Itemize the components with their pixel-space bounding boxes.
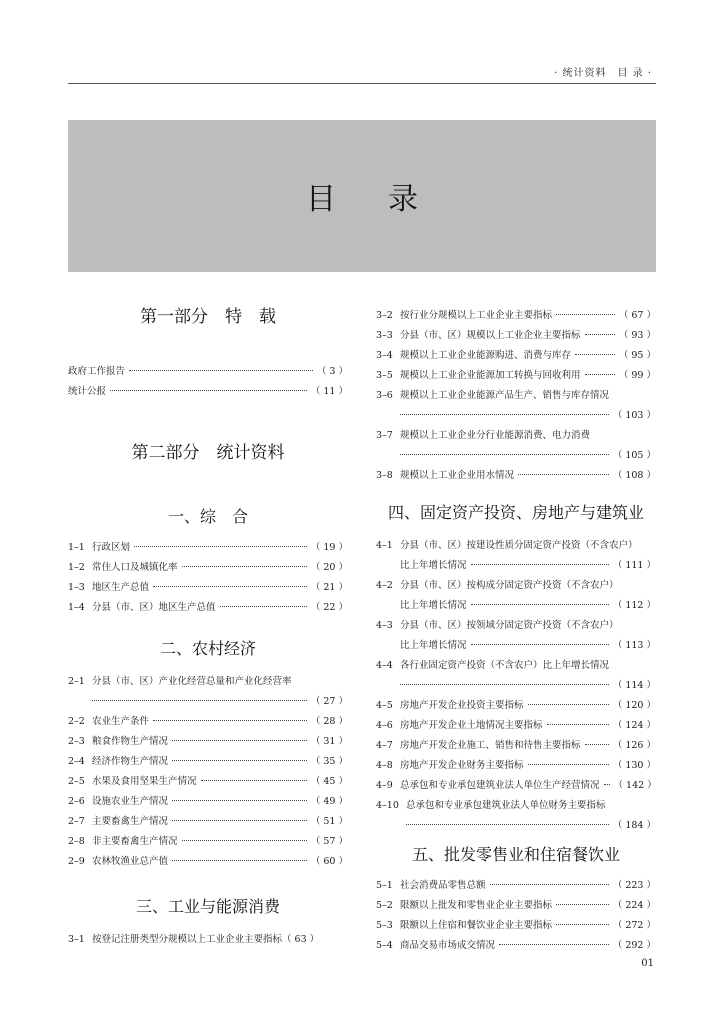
entry-page: （ 45 ） <box>310 776 348 787</box>
toc-entry[interactable] <box>376 736 656 756</box>
entry-text-line2: 比上年增长情况 <box>400 560 467 571</box>
leader-dots <box>556 904 609 905</box>
toc-entry[interactable] <box>376 366 656 386</box>
toc-entry[interactable] <box>68 598 348 618</box>
entry-page: （ 51 ） <box>310 816 348 827</box>
entry-text: 地区生产总值 <box>92 582 150 593</box>
toc-entry[interactable] <box>68 752 348 772</box>
entry-number: 5–3 <box>376 920 393 931</box>
entry-text: 主要畜禽生产情况 <box>92 816 169 827</box>
entry-number: 2–9 <box>68 856 85 867</box>
toc-entry-4-3[interactable] <box>376 616 656 636</box>
entry-number: 2–2 <box>68 716 85 727</box>
leader-dots <box>490 884 609 885</box>
toc-entry[interactable] <box>376 306 656 326</box>
entry-number: 3–6 <box>376 390 393 401</box>
toc-entry-4-2-cont[interactable] <box>376 596 656 616</box>
toc-entry[interactable] <box>68 852 348 872</box>
toc-entry[interactable] <box>376 896 656 916</box>
toc-entry[interactable] <box>68 558 348 578</box>
entry-text: 规模以上工业企业用水情况 <box>400 470 515 481</box>
toc-entry[interactable] <box>68 732 348 752</box>
entry-text: 分县（市、区）规模以上工业企业主要指标 <box>400 330 581 341</box>
entry-number: 4–4 <box>376 660 393 671</box>
entry-text: 分县（市、区）按领域分固定资产投资（不含农户） <box>400 620 619 631</box>
entry-text: 水果及食用坚果生产情况 <box>92 776 197 787</box>
entry-page: （ 184 ） <box>612 820 656 831</box>
entry-number: 1–3 <box>68 582 85 593</box>
leader-dots <box>172 800 307 801</box>
entry-text: 非主要畜禽生产情况 <box>92 836 178 847</box>
entry-text: 统计公报 <box>68 386 107 397</box>
entry-number: 4–10 <box>376 800 399 811</box>
section5-list <box>376 876 656 956</box>
toc-entry[interactable] <box>68 362 348 382</box>
entry-text: 分县（市、区）产业化经营总量和产业化经营率 <box>92 676 292 687</box>
section2-list <box>68 712 348 872</box>
entry-number: 4–5 <box>376 700 393 711</box>
toc-entry-2-1-cont[interactable] <box>68 692 348 712</box>
section-title-2: 二、农村经济 <box>159 639 256 658</box>
part1-list <box>68 362 348 402</box>
entry-text: 分县（市、区）按建设性质分固定资产投资（不含农户） <box>400 540 638 551</box>
entry-page: （ 20 ） <box>310 562 348 573</box>
toc-entry[interactable] <box>68 578 348 598</box>
part-title-2: 第二部分 统计资料 <box>131 443 285 463</box>
leader-dots <box>153 586 307 587</box>
entry-text: 房地产开发企业施工、销售和待售主要指标 <box>400 740 581 751</box>
entry-text: 房地产开发企业财务主要指标 <box>400 760 524 771</box>
entry-text: 分县（市、区）按构成分固定资产投资（不含农户） <box>400 580 619 591</box>
part-title-1: 第一部分 特 载 <box>140 307 276 327</box>
entry-text: 规模以上工业企业能源产品生产、销售与库存情况 <box>400 390 610 401</box>
leader-dots <box>153 720 307 721</box>
leader-dots <box>604 784 610 785</box>
toc-entry-2-1[interactable] <box>68 672 348 692</box>
entry-number: 2–5 <box>68 776 85 787</box>
entry-page: （ 114 ） <box>612 680 656 691</box>
entry-text: 商品交易市场成交情况 <box>400 940 496 951</box>
entry-number: 3–8 <box>376 470 393 481</box>
leader-dots <box>92 700 307 701</box>
toc-entry-3-7[interactable] <box>376 426 656 446</box>
entry-number: 5–2 <box>376 900 393 911</box>
entry-page: （ 272 ） <box>612 920 656 931</box>
entry-page: （ 111 ） <box>612 560 656 571</box>
entry-number: 3–5 <box>376 370 393 381</box>
entry-number: 2–3 <box>68 736 85 747</box>
entry-number: 2–7 <box>68 816 85 827</box>
leader-dots <box>471 564 609 565</box>
entry-number: 3–2 <box>376 310 393 321</box>
toc-entry-4-2[interactable] <box>376 576 656 596</box>
entry-text: 规模以上工业企业分行业能源消费、电力消费 <box>400 430 591 441</box>
entry-text: 粮食作物生产情况 <box>92 736 169 747</box>
entry-page: （ 28 ） <box>310 716 348 727</box>
leader-dots <box>182 566 307 567</box>
toc-entry-3-8[interactable] <box>376 466 656 486</box>
entry-text: 限额以上住宿和餐饮业企业主要指标 <box>400 920 553 931</box>
leader-dots <box>556 924 609 925</box>
entry-text: 社会消费品零售总额 <box>400 880 486 891</box>
entry-text: 分县（市、区）地区生产总值 <box>92 602 216 613</box>
entry-page: （ 60 ） <box>310 856 348 867</box>
entry-text: 总承包和专业承包建筑业法人单位生产经营情况 <box>400 780 600 791</box>
entry-page: （ 105 ） <box>612 450 656 461</box>
toc-entry[interactable] <box>68 772 348 792</box>
entry-text: 各行业固定资产投资（不含农户）比上年增长情况 <box>400 660 610 671</box>
entry-page: （ 27 ） <box>310 696 348 707</box>
entry-number: 2–8 <box>68 836 85 847</box>
leader-dots <box>547 724 609 725</box>
leader-dots <box>471 644 609 645</box>
leader-dots <box>400 684 609 685</box>
entry-page: （ 99 ） <box>618 370 656 381</box>
toc-entry[interactable] <box>376 776 656 796</box>
entry-number: 4–2 <box>376 580 393 591</box>
leader-dots <box>172 820 307 821</box>
section-title-1: 一、综 合 <box>167 507 248 526</box>
entry-number: 3–7 <box>376 430 393 441</box>
toc-left-column <box>68 302 348 950</box>
entry-text: 房地产开发企业土地情况主要指标 <box>400 720 543 731</box>
running-header: · 统计资料 目 录 · <box>554 68 652 79</box>
entry-number: 4–6 <box>376 720 393 731</box>
entry-text: 设施农业生产情况 <box>92 796 169 807</box>
entry-page: （ 35 ） <box>310 756 348 767</box>
entry-number: 2–1 <box>68 676 85 687</box>
entry-number: 5–4 <box>376 940 393 951</box>
toc-entry-4-10[interactable] <box>376 796 656 816</box>
leader-dots <box>182 840 307 841</box>
toc-entry[interactable] <box>376 756 656 776</box>
leader-dots <box>585 744 609 745</box>
entry-page: （ 112 ） <box>612 600 656 611</box>
section-title-4: 四、固定资产投资、房地产与建筑业 <box>387 503 644 522</box>
entry-page: （ 22 ） <box>310 602 348 613</box>
entry-number: 1–2 <box>68 562 85 573</box>
entry-page: （ 223 ） <box>612 880 656 891</box>
leader-dots <box>518 474 609 475</box>
toc-entry[interactable] <box>376 916 656 936</box>
leader-dots <box>585 374 615 375</box>
entry-page: （ 31 ） <box>310 736 348 747</box>
leader-dots <box>172 760 307 761</box>
entry-text-line2: 比上年增长情况 <box>400 600 467 611</box>
toc-entry-3-7-cont[interactable] <box>376 446 656 466</box>
entry-text: 行政区划 <box>92 542 131 553</box>
leader-dots <box>400 414 609 415</box>
entry-number: 3–4 <box>376 350 393 361</box>
leader-dots <box>172 860 307 861</box>
leader-dots <box>406 824 609 825</box>
toc-right-column <box>376 306 656 956</box>
section1-list <box>68 538 348 618</box>
toc-entry[interactable] <box>376 696 656 716</box>
leader-dots <box>528 764 609 765</box>
entry-number: 1–4 <box>68 602 85 613</box>
section3-list <box>376 306 656 386</box>
toc-entry-4-1[interactable] <box>376 536 656 556</box>
leader-dots <box>528 704 609 705</box>
header-rule <box>68 83 656 84</box>
leader-dots <box>201 780 307 781</box>
entry-number: 4–3 <box>376 620 393 631</box>
entry-text: 经济作物生产情况 <box>92 756 169 767</box>
toc-entry[interactable] <box>68 812 348 832</box>
entry-number: 2–6 <box>68 796 85 807</box>
leader-dots <box>220 606 307 607</box>
entry-text: 规模以上工业企业能源购进、消费与库存 <box>400 350 572 361</box>
toc-entry[interactable] <box>68 382 348 402</box>
leader-dots <box>499 944 609 945</box>
leader-dots <box>110 390 307 391</box>
entry-page: （ 130 ） <box>612 760 656 771</box>
entry-page: （ 113 ） <box>612 640 656 651</box>
entry-text: 限额以上批发和零售业企业主要指标 <box>400 900 553 911</box>
entry-number: 2–4 <box>68 756 85 767</box>
toc-entry[interactable] <box>376 716 656 736</box>
entry-number: 4–7 <box>376 740 393 751</box>
entry-page: （ 67 ） <box>618 310 656 321</box>
toc-entry[interactable] <box>376 936 656 956</box>
section-title-3: 三、工业与能源消费 <box>135 897 280 916</box>
entry-page: （ 292 ） <box>612 940 656 951</box>
entry-number: 3–3 <box>376 330 393 341</box>
entry-text: 农业生产条件 <box>92 716 150 727</box>
toc-entry-3-6[interactable] <box>376 386 656 406</box>
entry-text: 政府工作报告 <box>68 366 126 377</box>
entry-number: 3–1 <box>68 934 85 945</box>
entry-page: （ 108 ） <box>612 470 656 481</box>
page-title: 目录 <box>306 182 470 217</box>
leader-dots <box>585 334 615 335</box>
toc-entry-4-3-cont[interactable] <box>376 636 656 656</box>
entry-page: （ 49 ） <box>310 796 348 807</box>
toc-entry[interactable] <box>68 832 348 852</box>
toc-entry-4-4[interactable] <box>376 656 656 676</box>
toc-entry-4-1-cont[interactable] <box>376 556 656 576</box>
leader-dots <box>129 370 313 371</box>
toc-entry-3-1[interactable] <box>68 930 348 950</box>
toc-entry-4-4-cont[interactable] <box>376 676 656 696</box>
entry-page: （ 19 ） <box>310 542 348 553</box>
leader-dots <box>134 546 307 547</box>
entry-page: （ 124 ） <box>612 720 656 731</box>
section-title-5: 五、批发零售业和住宿餐饮业 <box>411 845 620 864</box>
entry-text: 按行业分规模以上工业企业主要指标 <box>400 310 553 321</box>
leader-dots <box>575 354 615 355</box>
section4-list <box>376 696 656 796</box>
entry-text: 总承包和专业承包建筑业法人单位财务主要指标 <box>406 800 606 811</box>
leader-dots <box>471 604 609 605</box>
entry-text: 按登记注册类型分规模以上工业企业主要指标 <box>92 934 283 945</box>
entry-text: 规模以上工业企业能源加工转换与回收利用 <box>400 370 581 381</box>
leader-dots <box>172 740 307 741</box>
entry-text: 房地产开发企业投资主要指标 <box>400 700 524 711</box>
toc-entry[interactable] <box>376 326 656 346</box>
entry-page: （ 57 ） <box>310 836 348 847</box>
entry-page: （ 120 ） <box>612 700 656 711</box>
toc-entry[interactable] <box>68 792 348 812</box>
toc-entry[interactable] <box>376 346 656 366</box>
entry-number: 4–1 <box>376 540 393 551</box>
title-band <box>68 120 656 272</box>
entry-text: 农林牧渔业总产值 <box>92 856 169 867</box>
entry-page: （ 103 ） <box>612 410 656 421</box>
entry-page: （ 142 ） <box>613 780 657 791</box>
leader-dots <box>400 454 609 455</box>
entry-page: （ 63 ） <box>282 934 320 945</box>
toc-entry[interactable] <box>376 876 656 896</box>
toc-entry-3-6-cont[interactable] <box>376 406 656 426</box>
page-number: 01 <box>641 958 654 969</box>
entry-text-line2: 比上年增长情况 <box>400 640 467 651</box>
entry-number: 1–1 <box>68 542 85 553</box>
entry-page: （ 95 ） <box>618 350 656 361</box>
entry-page: （ 224 ） <box>612 900 656 911</box>
toc-entry-4-10-cont[interactable] <box>376 816 656 836</box>
leader-dots <box>556 314 615 315</box>
entry-page: （ 11 ） <box>310 386 348 397</box>
toc-entry[interactable] <box>68 712 348 732</box>
entry-number: 5–1 <box>376 880 393 891</box>
entry-page: （ 3 ） <box>316 366 348 377</box>
entry-number: 4–8 <box>376 760 393 771</box>
entry-text: 常住人口及城镇化率 <box>92 562 178 573</box>
entry-page: （ 21 ） <box>310 582 348 593</box>
toc-entry[interactable] <box>68 538 348 558</box>
entry-page: （ 93 ） <box>618 330 656 341</box>
entry-number: 4–9 <box>376 780 393 791</box>
entry-page: （ 126 ） <box>612 740 656 751</box>
